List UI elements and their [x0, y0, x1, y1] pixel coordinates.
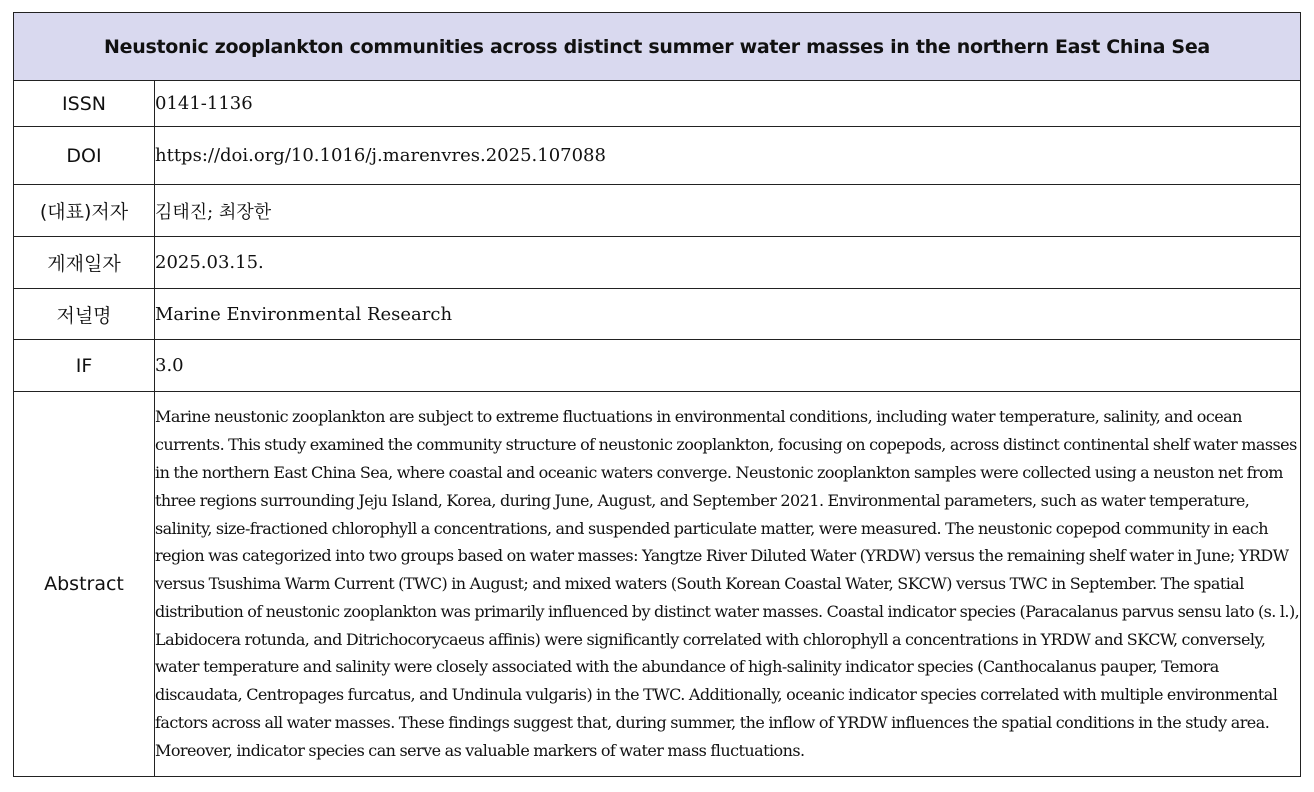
journal-row	[14, 289, 1301, 340]
doi-value: https://doi.org/10.1016/j.marenvres.2025.107088	[155, 127, 1301, 185]
if-row	[14, 340, 1301, 392]
abstract-label: Abstract	[14, 392, 155, 777]
journal-label: 저널명	[14, 289, 155, 340]
paper-info-table	[13, 12, 1301, 777]
doi-row	[14, 127, 1301, 185]
doi-label: DOI	[14, 127, 155, 185]
issn-value: 0141-1136	[155, 81, 1301, 127]
if-label: IF	[14, 340, 155, 392]
author-row	[14, 185, 1301, 237]
paper-title: Neustonic zooplankton communities across distinct summer water masses in the northern East China Sea	[14, 13, 1301, 81]
issn-label: ISSN	[14, 81, 155, 127]
title-row	[14, 13, 1301, 81]
journal-value: Marine Environmental Research	[155, 289, 1301, 340]
date-row	[14, 237, 1301, 289]
abstract-text: Marine neustonic zooplankton are subject to extreme fluctuations in environmental conditions, including water temperature, salinity, and ocean currents. This study examined the community structure of neustonic zooplankton, focusing on copepods, across distinct continental shelf water masses in the northern East China Sea, where coastal and oceanic waters converge. Neustonic zooplankton samples were collected using a neuston net from three regions surrounding Jeju Island, Korea, during June, August, and September 2021. Environmental parameters, such as water temperature, salinity, size-fractioned chlorophyll a concentrations, and suspended particulate matter, were measured. The neustonic copepod community in each region was categorized into two groups based on water masses: Yangtze River Diluted Water (YRDW) versus the remaining shelf water in June; YRDW versus Tsushima Warm Current (TWC) in August; and mixed waters (South Korean Coastal Water, SKCW) versus TWC in September. The spatial distribution of neustonic zooplankton was primarily influenced by distinct water masses. Coastal indicator species (Paracalanus parvus sensu lato (s. l.), Labidocera rotunda, and Ditrichocorycaeus affinis) were significantly correlated with chlorophyll a concentrations in YRDW and SKCW, conversely, water temperature and salinity were closely associated with the abundance of high-salinity indicator species (Canthocalanus pauper, Temora discaudata, Centropages furcatus, and Undinula vulgaris) in the TWC. Additionally, oceanic indicator species correlated with multiple environmental factors across all water masses. These findings suggest that, during summer, the inflow of YRDW influences the spatial conditions in the study area. Moreover, indicator species can serve as valuable markers of water mass fluctuations.	[155, 392, 1301, 777]
author-value: 김태진; 최장한	[155, 185, 1301, 237]
author-label: (대표)저자	[14, 185, 155, 237]
issn-row	[14, 81, 1301, 127]
date-label: 게재일자	[14, 237, 155, 289]
date-value: 2025.03.15.	[155, 237, 1301, 289]
abstract-row	[14, 392, 1301, 777]
if-value: 3.0	[155, 340, 1301, 392]
